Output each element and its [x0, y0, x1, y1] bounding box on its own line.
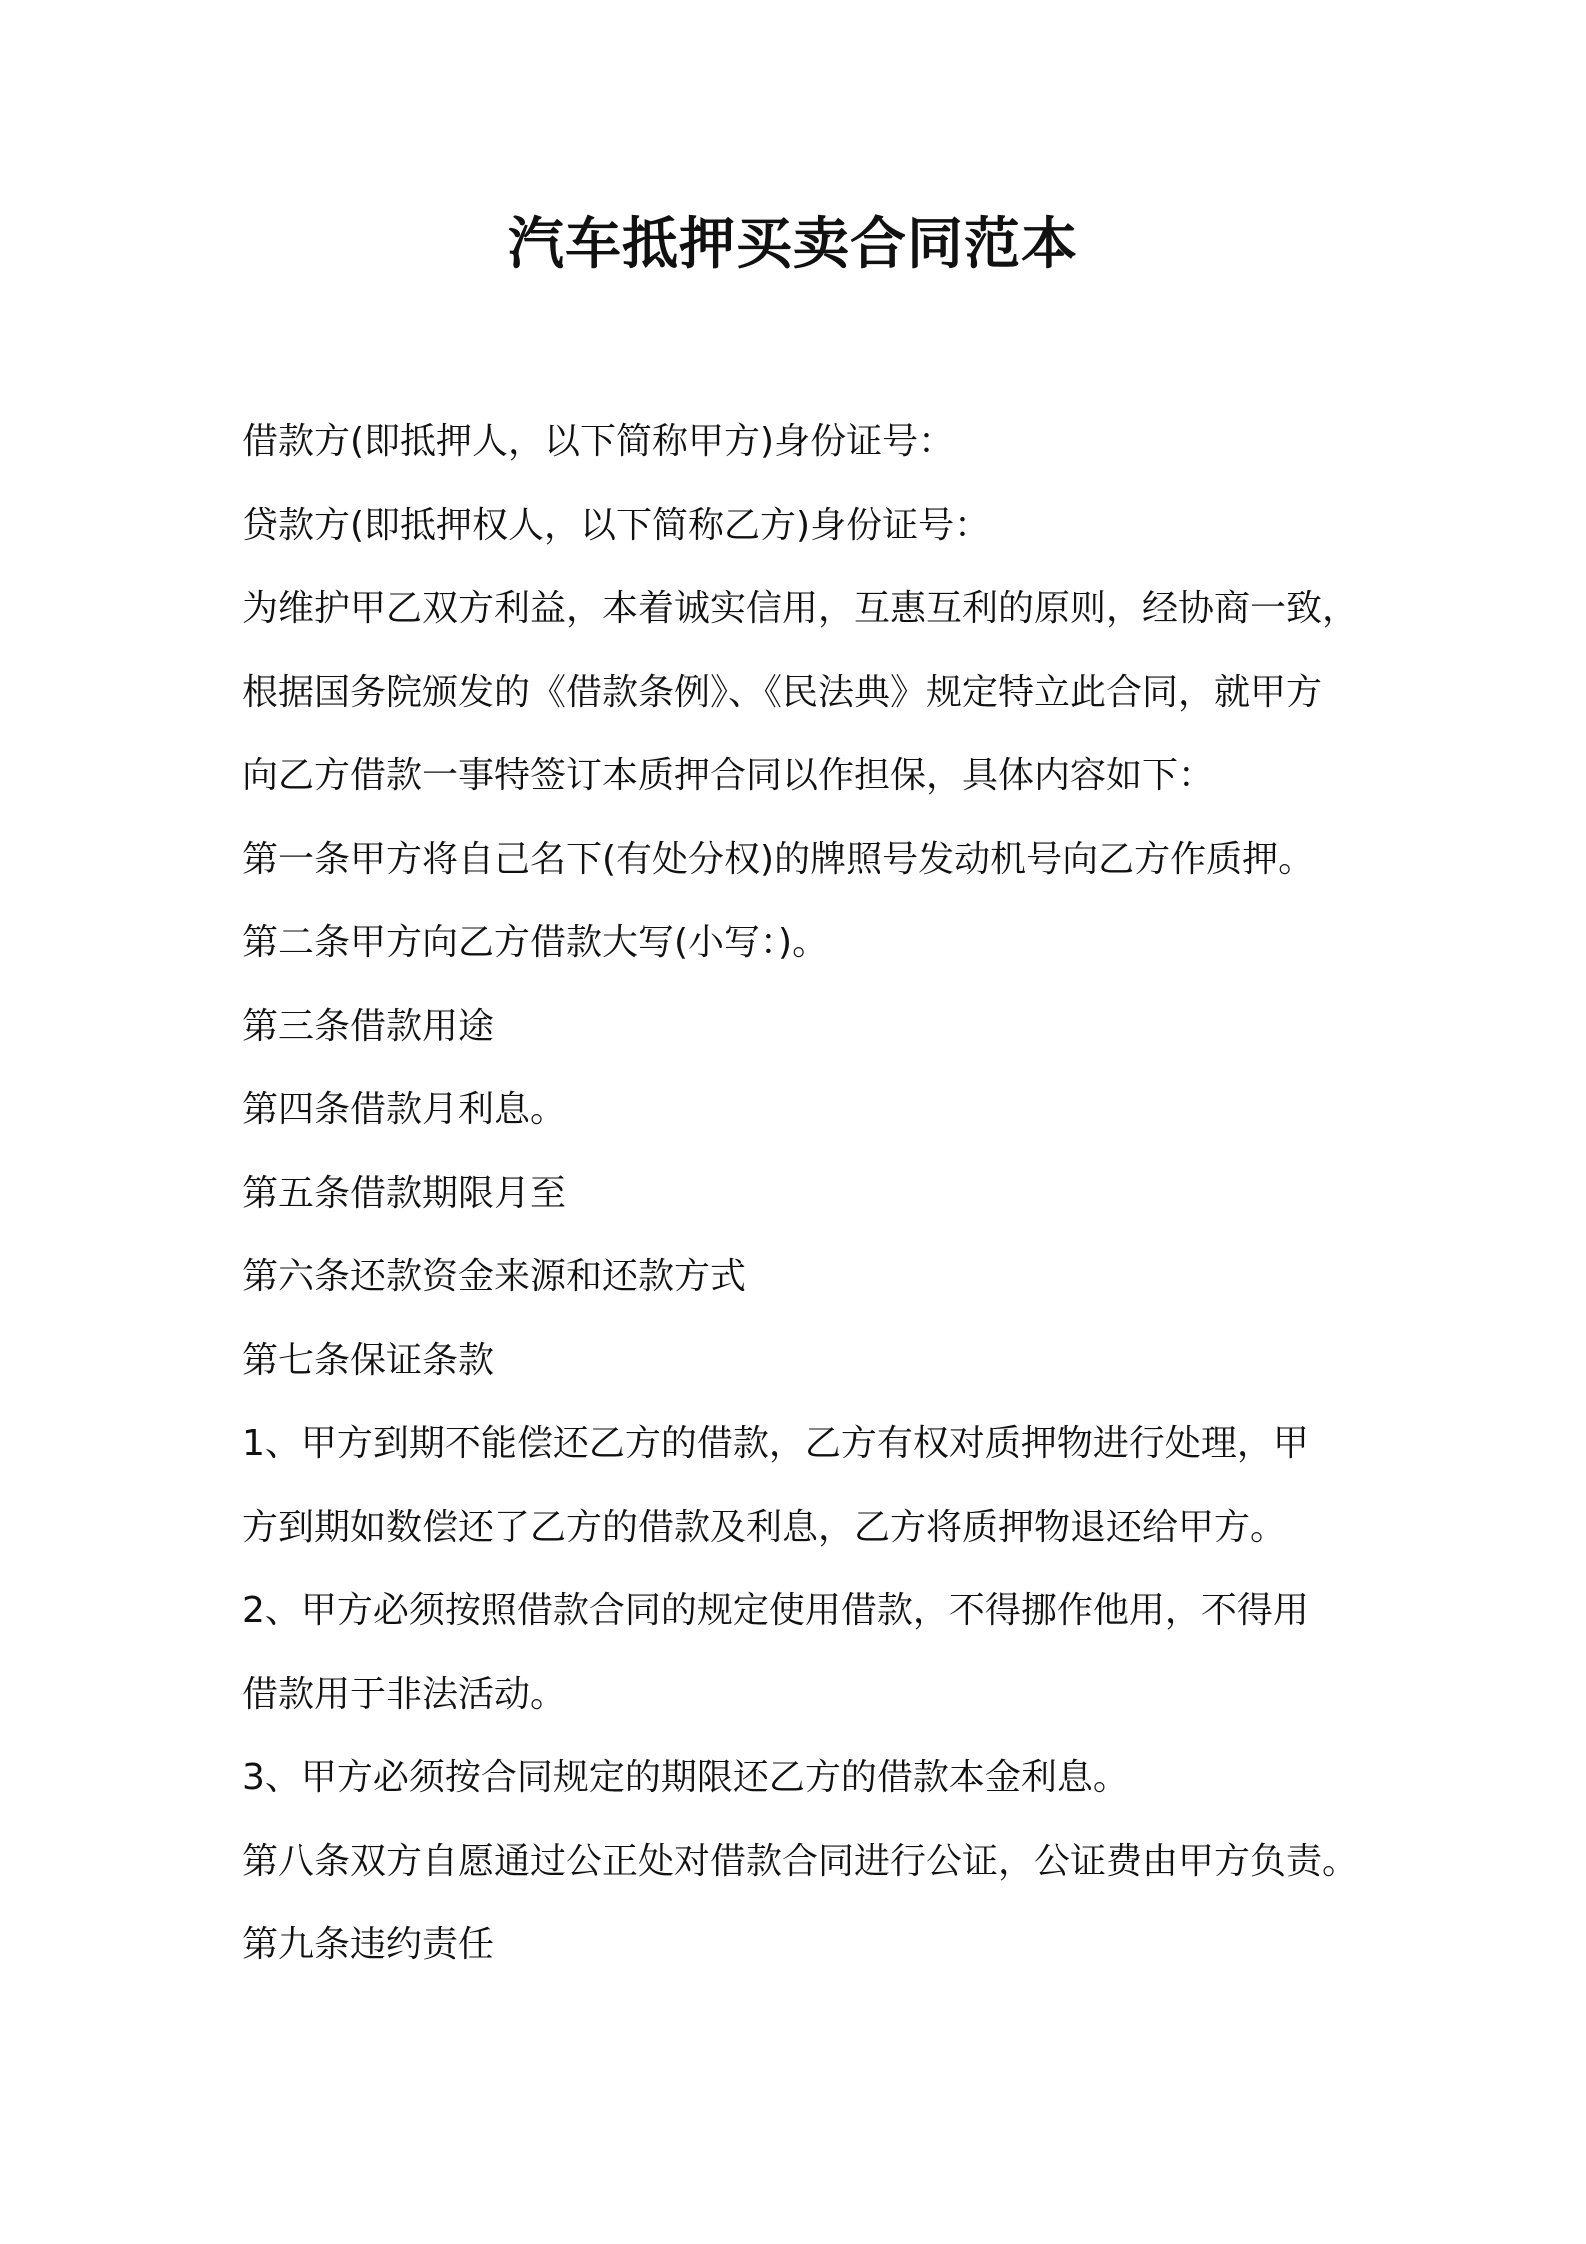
text-line: 第八条双方自愿通过公正处对借款合同进行公证，公证费由甲方负责。 — [242, 1840, 1359, 1882]
text-line: 为维护甲乙双方利益，本着诚实信用，互惠互利的原则，经协商一致， — [242, 588, 1359, 629]
document-body — [242, 400, 1402, 1987]
text-line: 第三条借款用途 — [242, 1005, 495, 1047]
text-line: 2、甲方必须按照借款合同的规定使用借款，不得挪作他用，不得用 — [242, 1590, 1309, 1631]
text-line: 方到期如数偿还了乙方的借款及利息，乙方将质押物退还给甲方。 — [242, 1506, 1287, 1548]
text-line: 第四条借款月利息。 — [242, 1089, 567, 1130]
text-line: 第一条甲方将自己名下(有处分权)的牌照号发动机号向乙方作质押。 — [242, 838, 1315, 880]
text-line: 第二条甲方向乙方借款大写(小写：)。 — [242, 922, 829, 963]
text-line: 第七条保证条款 — [242, 1339, 495, 1381]
text-line: 第五条借款期限月至 — [242, 1172, 567, 1214]
text-line: 第六条还款资金来源和还款方式 — [242, 1256, 747, 1297]
text-line: 3、甲方必须按合同规定的期限还乙方的借款本金利息。 — [242, 1757, 1129, 1798]
text-line: 向乙方借款一事特签订本质押合同以作担保，具体内容如下： — [242, 755, 1215, 796]
document-title: 汽车抵押买卖合同范本 — [508, 212, 1078, 277]
text-line: 借款用于非法活动。 — [242, 1673, 567, 1715]
text-line: 根据国务院颁发的《借款条例》、《民法典》规定特立此合同，就甲方 — [242, 671, 1323, 713]
text-line: 借款方(即抵押人，以下简称甲方)身份证号： — [242, 421, 955, 462]
text-line: 贷款方(即抵押权人，以下简称乙方)身份证号： — [242, 504, 991, 546]
text-line: 第九条违约责任 — [242, 1924, 495, 1965]
text-line: 1、甲方到期不能偿还乙方的借款，乙方有权对质押物进行处理，甲 — [242, 1423, 1309, 1464]
